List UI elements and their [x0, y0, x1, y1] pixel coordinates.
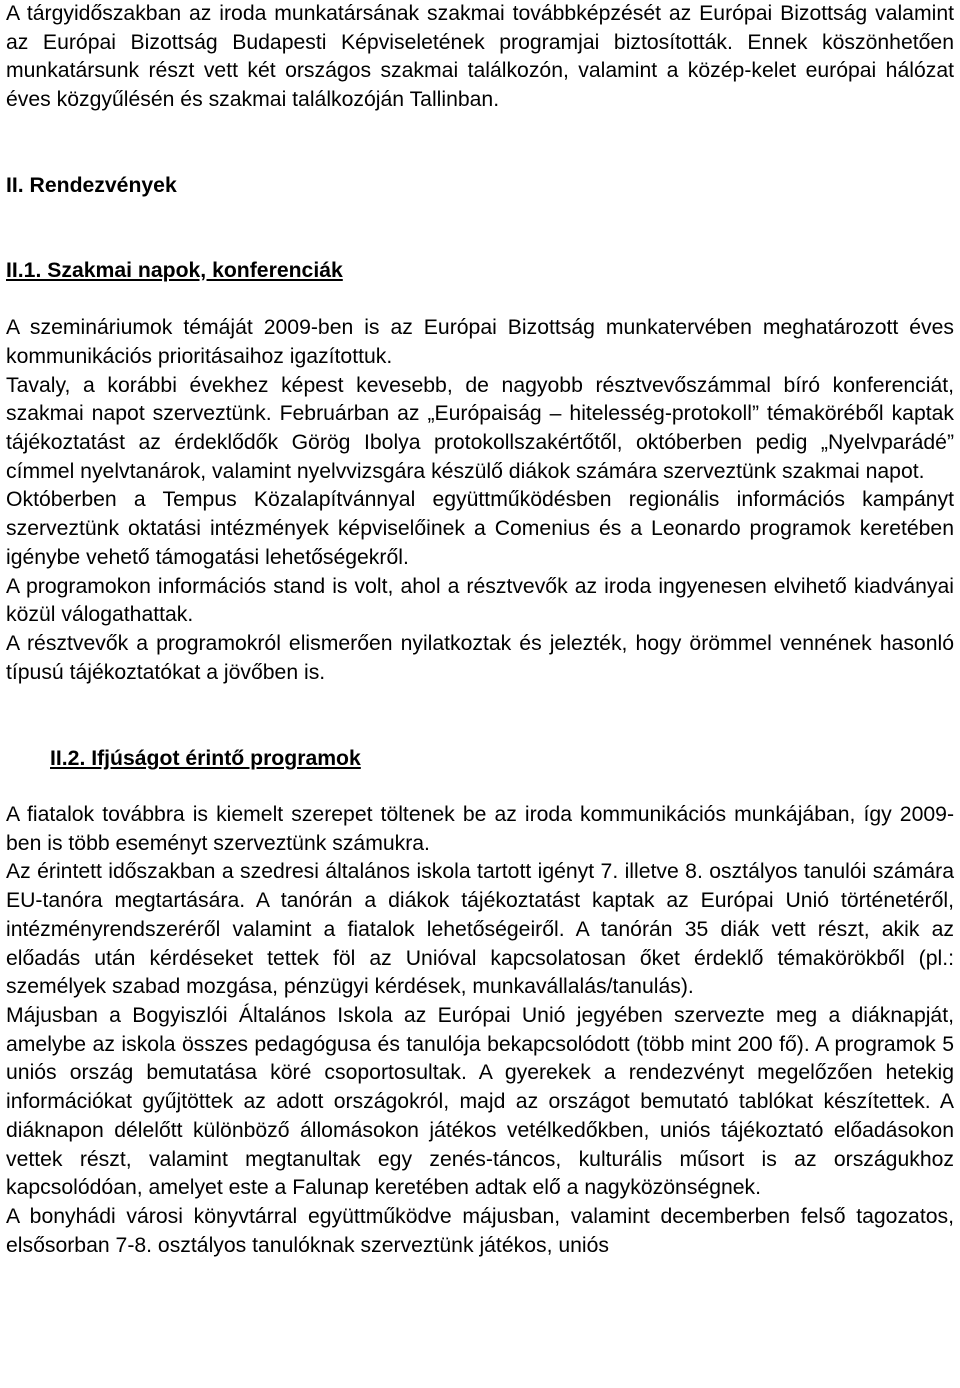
intro-paragraph: A tárgyidőszakban az iroda munkatársának szakmai továbbképzését az Európai Bizottság valamint az Európai Bizottság Budapesti Képviseletének programjai biztosították. Ennek köszönhetően munkatársunk részt vett két országos szakmai találkozón, valamint a közép-kelet európai hálózat éves közgyűlésén és szakmai találkozóján Tallinban. [6, 2, 954, 112]
subsection-heading-szakmai-napok: II.1. Szakmai napok, konferenciák [6, 258, 343, 282]
paragraph: Októberben a Tempus Közalapítvánnyal együttműködésben regionális információs kampányt szerveztünk oktatási intézmények képviselőinek a Comenius és a Leonardo programok keretében igénybe vehető támogatási lehetőségekről. [6, 488, 954, 569]
paragraph: A szemináriumok témáját 2009-ben is az Európai Bizottság munkatervében meghatározott éves kommunikációs prioritásaihoz igazítottuk. [6, 316, 954, 368]
paragraph: A programokon információs stand is volt, ahol a résztvevők az iroda ingyenesen elvihető kiadványai közül válogathattak. [6, 574, 954, 627]
paragraph: A bonyhádi városi könyvtárral együttműködve májusban, valamint decemberben felső tagozatos, elsősorban 7-8. osztályos tanulóknak szerveztünk játékos, uniós [6, 1204, 954, 1257]
paragraph: A fiatalok továbbra is kiemelt szerepet töltenek be az iroda kommunikációs munkájában, így 2009-ben is több eseményt szerveztünk számukra. [6, 803, 954, 855]
paragraph: Májusban a Bogyiszlói Általános Iskola az Európai Unió jegyében szervezte meg a diáknapját, amelybe az iskola összes pedagógusa és tanulója bekapcsolódott (több mint 200 fő). A programok 5 uniós ország bemutatása köré csoportosultak. A gyerekek a rendezvényt megelőzően hetekig információkat gyűjtöttek az adott országokról, majd az országot bemutató tablókat készítettek. A diáknapon délelőtt különböző állomásokon játékos vetélkedőkben, uniós tájékoztató előadásokon vettek részt, valamint megtanultak egy zenés-táncos, kulturális műsort is az országukhoz kapcsolódóan, amelyet este a Falunap keretében adtak elő a nagyközönségnek. [6, 1003, 954, 1200]
document-page [6, 0, 954, 1260]
paragraph: A résztvevők a programokról elismerően nyilatkoztak és jelezték, hogy örömmel vennének hasonló típusú tájékoztatókat a jövőben is. [6, 631, 954, 684]
section-heading-rendezvenyek: II. Rendezvények [6, 173, 177, 197]
subsection-heading-ifjusag: II.2. Ifjúságot érintő programok [50, 747, 361, 771]
paragraph: Tavaly, a korábbi évekhez képest kevesebb, de nagyobb résztvevőszámmal bíró konferenciát, szakmai napot szerveztünk. Februárban az „Európaiság – hitelesség-protokoll” témaköréből kaptak tájékoztatást az érdeklődők Görög Ibolya protokollszakértőtől, októberben pedig „Nyelvparádé” címmel nyelvtanárok, valamint nyelvvizsgára készülő diákok számára szerveztünk szakmai napot. [6, 373, 954, 483]
paragraph: Az érintett időszakban a szedresi általános iskola tartott igényt 7. illetve 8. osztályos tanulói számára EU-tanóra megtartására. A tanórán a diákok tájékoztatást kaptak az Európai Unió történetéről, intézményrendszeréről valamint a fiatalok lehetőségeiről. A tanórán 35 diák vett részt, akik az előadás után kérdéseket tettek föl az Unióval kapcsolatosan őket érdeklő témakörökből (pl.: személyek szabad mozgása, pénzügyi kérdések, munkavállalás/tanulás). [6, 860, 954, 999]
